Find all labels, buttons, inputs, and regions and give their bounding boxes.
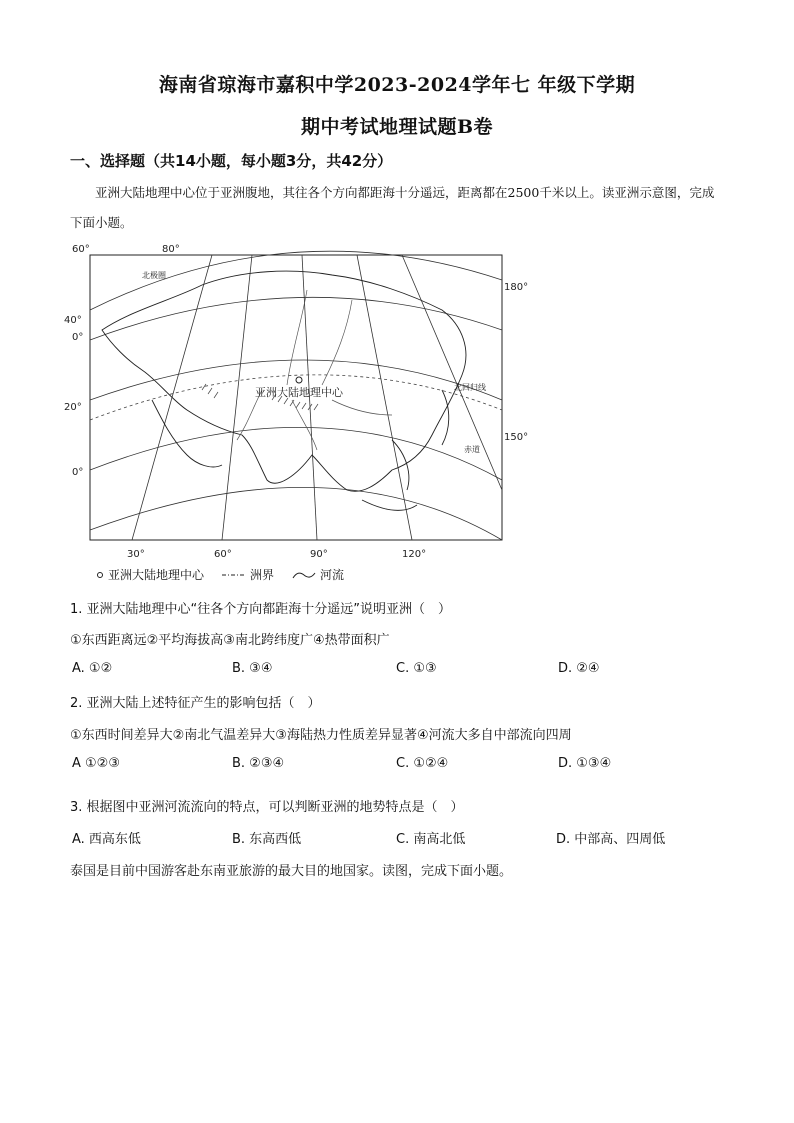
- question-3-option-b[interactable]: B. 东高西低: [232, 832, 302, 847]
- map-center-label: 亚洲大陆地理中心: [255, 386, 343, 399]
- map-bottom-label-90: 90°: [310, 549, 328, 560]
- map-legend: [96, 566, 344, 583]
- question-1-option-d[interactable]: D. ②④: [558, 661, 600, 676]
- legend-center: [96, 566, 204, 583]
- map-bottom-label-60: 60°: [214, 549, 232, 560]
- title-line-2: 期中考试地理试题B卷: [300, 116, 494, 138]
- legend-boundary-label: 洲界: [250, 568, 275, 582]
- question-3-stem: 3. 根据图中亚洲河流流向的特点，可以判断亚洲的地势特点是（ ）: [70, 800, 464, 815]
- dash-line-icon: [222, 571, 246, 579]
- question-2-option-a[interactable]: A ①②③: [72, 756, 120, 771]
- question-1-option-a[interactable]: A. ①②: [72, 661, 113, 676]
- map-equator-label: 赤道: [464, 445, 480, 454]
- outro-paragraph: 泰国是目前中国游客赴东南亚旅游的最大目的地国家。读图，完成下面小题。: [70, 864, 513, 879]
- map-left-label-0b: 0°: [72, 467, 84, 478]
- map-left-label-40: 40°: [64, 315, 82, 326]
- map-left-label-20: 20°: [64, 402, 82, 413]
- legend-center-label: 亚洲大陆地理中心: [108, 568, 205, 582]
- map-tropic-label: 北回归线: [454, 383, 486, 392]
- question-1-option-c[interactable]: C. ①③: [396, 661, 437, 676]
- question-3-option-d[interactable]: D. 中部高、四周低: [556, 832, 666, 847]
- legend-boundary: [222, 566, 274, 583]
- legend-river-label: 河流: [320, 568, 345, 582]
- question-2-option-b[interactable]: B. ②③④: [232, 756, 285, 771]
- map-left-label-0a: 0°: [72, 332, 84, 343]
- intro-paragraph: 亚洲大陆地理中心位于亚洲腹地，其往各个方向都距海十分遥远，距离都在2500千米以上。读亚洲示意图，完成下面小题。: [70, 185, 715, 230]
- question-2-option-c[interactable]: C. ①②④: [396, 756, 449, 771]
- question-1-stem: 1. 亚洲大陆地理中心“往各个方向都距海十分遥远”说明亚洲（ ）: [70, 602, 452, 617]
- question-3-option-a[interactable]: A. 西高东低: [72, 832, 141, 847]
- map-right-label-150: 150°: [504, 432, 529, 443]
- question-1-option-b[interactable]: B. ③④: [232, 661, 273, 676]
- map-bottom-label-120: 120°: [402, 549, 427, 560]
- legend-river: [292, 566, 344, 583]
- river-icon: [292, 570, 316, 580]
- map-top-label-60: 60°: [72, 244, 90, 255]
- asia-map: [62, 240, 529, 585]
- question-2-statements: ①东西时间差异大②南北气温差异大③海陆热力性质差异显著④河流大多自中部流向四周: [70, 728, 572, 743]
- question-2-option-d[interactable]: D. ①③④: [558, 756, 612, 771]
- map-top-label-80: 80°: [162, 244, 180, 255]
- question-3-option-c[interactable]: C. 南高北低: [396, 832, 466, 847]
- question-1-statements: ①东西距离远②平均海拔高③南北跨纬度广④热带面积广: [70, 633, 390, 648]
- map-arctic-label: 北极圈: [142, 271, 166, 280]
- section-heading: 一、选择题（共14小题，每小题3分，共42分）: [70, 152, 393, 170]
- title-line-1: 海南省琼海市嘉积中学2023-2024学年七 年级下学期: [158, 74, 636, 96]
- question-2-stem: 2. 亚洲大陆上述特征产生的影响包括（ ）: [70, 696, 321, 711]
- map-right-label-180: 180°: [504, 282, 529, 293]
- circle-icon: [96, 571, 104, 579]
- map-bottom-label-30: 30°: [127, 549, 145, 560]
